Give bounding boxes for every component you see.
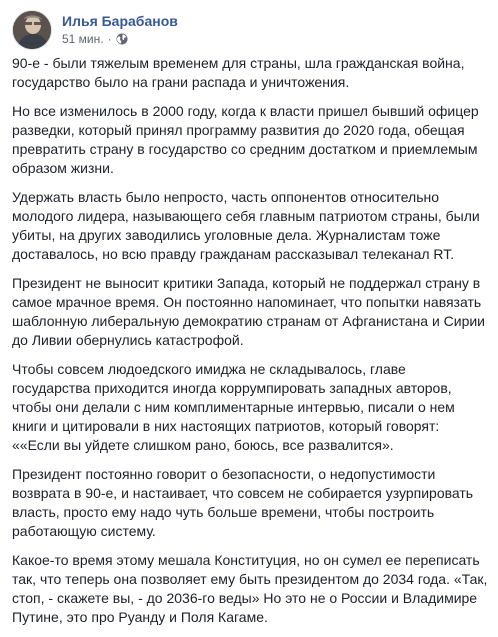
avatar-image bbox=[13, 11, 51, 49]
post-paragraph: Президент не выносит критики Запада, который не поддержал страну в самое мрачное время. Он постоянно напоминает, что попытки навязать шаблонную либеральную демократию странам от Афганистана и Сирии до Ливии обернулись катастрофой. bbox=[12, 275, 486, 348]
post-paragraph: Удержать власть было непросто, часть оппонентов относительно молодого лидера, называющего себя главным патриотом страны, были убиты, на других заводились уголовные дела. Журналистам тоже доставалось, но всю правду гражданам рассказывал телеканал RT. bbox=[12, 189, 480, 262]
author-name[interactable]: Илья Барабанов bbox=[62, 13, 178, 29]
post-header bbox=[12, 10, 178, 52]
post-subline bbox=[62, 31, 178, 47]
post-text bbox=[12, 54, 488, 637]
post-paragraph: Президент постоянно говорит о безопасности, о недопустимости возврата в 90-е, и настаивает, что совсем не собирается узурпировать власть, просто ему надо чуть больше времени, чтобы построить работающую систему. bbox=[12, 466, 474, 539]
post-paragraph: 90-е - были тяжелым временем для страны, шла гражданская война, государство было на грани распада и уничтожения. bbox=[12, 55, 465, 90]
post-meta bbox=[62, 12, 178, 47]
post-paragraph: Какое-то время этому мешала Конституция, но он сумел ее переписать так, что теперь она позволяет ему быть президентом до 2034 года. «Так, стоп, - скажете вы, - до 2036-го веды» Но это не о России и Владимире Путине, это про Руанду и Поля Кагаме. bbox=[12, 552, 488, 625]
post-paragraph: Но все изменилось в 2000 году, когда к власти пришел бывший офицер разведки, который принял программу развития до 2020 года, обещая превратить страну в государство со средним достатком и приемлемым образом жизни. bbox=[12, 103, 479, 176]
post-paragraph: Чтобы совсем людоедского имиджа не складывалось, главе государства приходится иногда коррумпировать западных авторов, чтобы они делали с ним комплиментарные интервью, писали о нем книги и цитировали в них настоящих патриотов, который говорят: ««Если вы уйдете слишком рано, боюсь, все развалится». bbox=[12, 361, 455, 453]
avatar[interactable] bbox=[12, 10, 52, 50]
post-time[interactable]: 51 мин. bbox=[62, 32, 104, 46]
globe-icon[interactable] bbox=[116, 33, 128, 45]
separator-dot: · bbox=[107, 32, 112, 46]
